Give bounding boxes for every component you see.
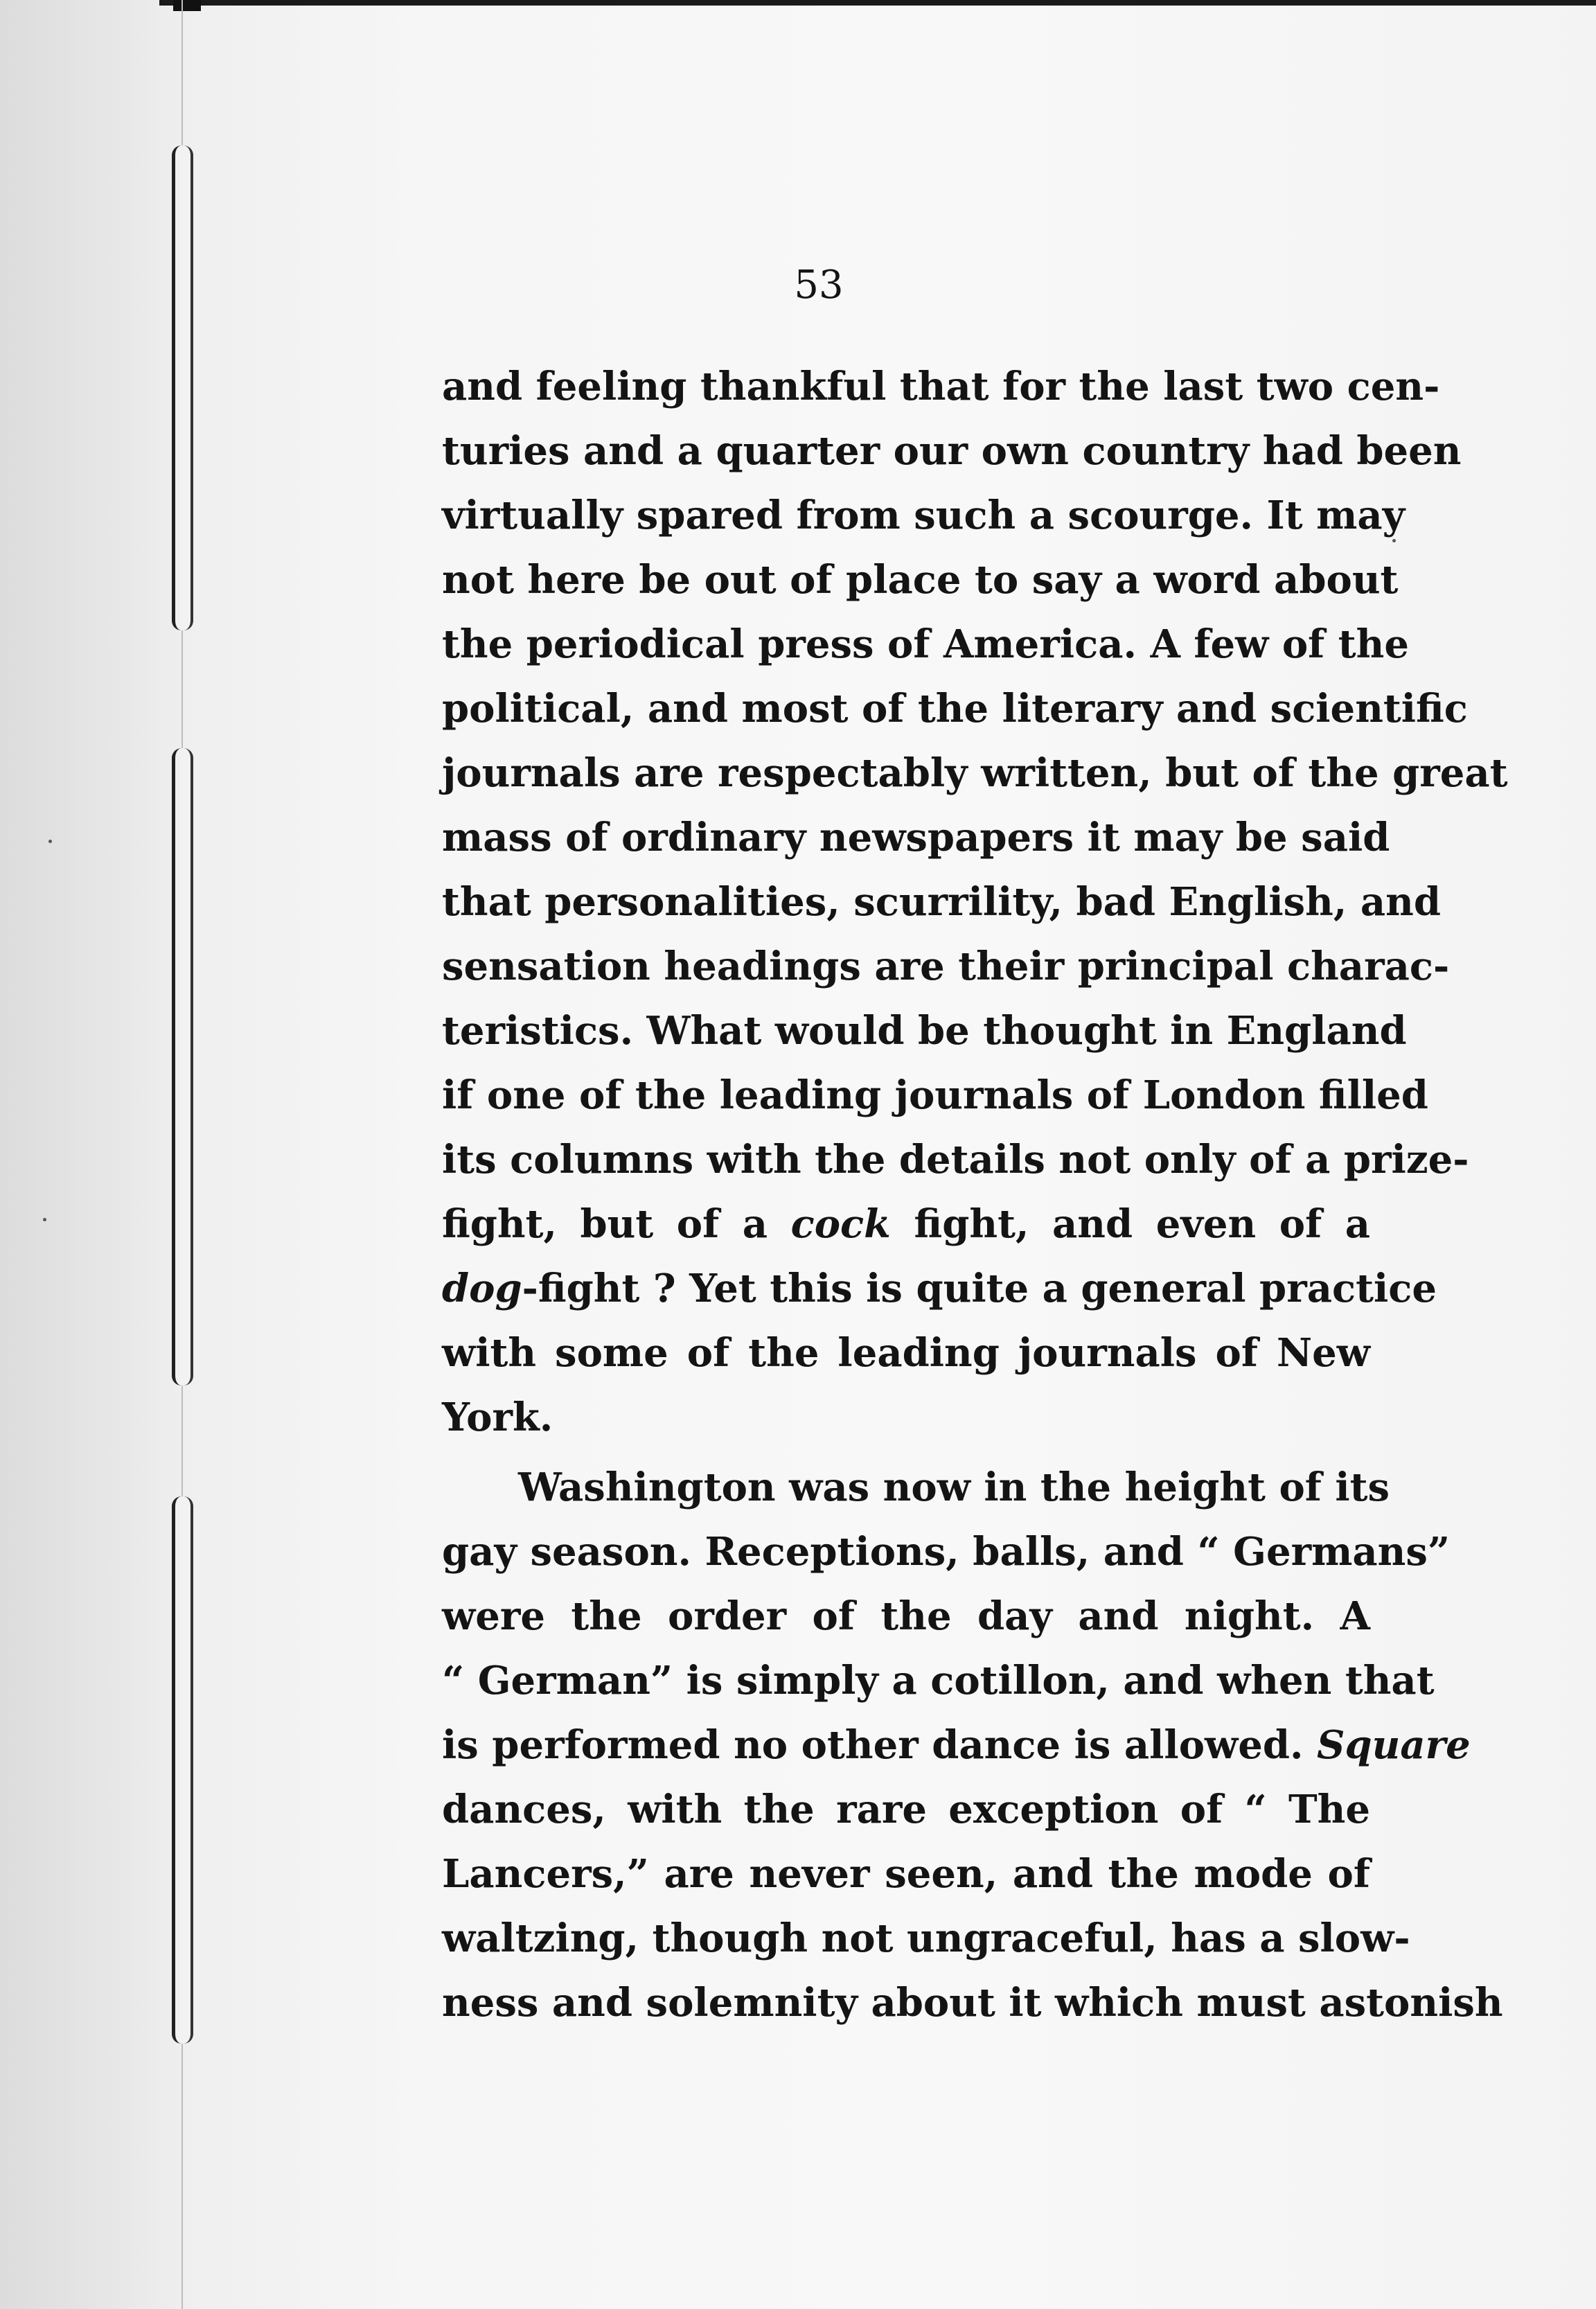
text-line: dances, with the rare exception of “ The [442,1787,1370,1832]
paragraph-end-line: York. [442,1395,553,1440]
paper-speck [43,1218,46,1221]
text-segment: is performed no other dance is allowed. [442,1722,1304,1768]
page-number: 53 [794,263,844,308]
text-line: sensation headings are their principal charac- [442,944,1450,989]
text-line: and feeling thankful that for the last two cen- [442,364,1440,409]
text-line: gay season. Receptions, balls, and “ Germans” [442,1529,1451,1575]
text-segment: fight, but of a [442,1201,768,1247]
paragraph-start-line: Washington was now in the height of its [518,1465,1390,1510]
text-line: ness and solemnity about it which must astonish [442,1980,1503,2026]
text-line: if one of the leading journals of London filled [442,1072,1428,1118]
text-line: turies and a quarter our own country had been [442,428,1462,474]
italic-word-square: Square [1317,1722,1471,1768]
text-segment: -fight ? Yet this is quite a general practice [522,1266,1437,1311]
text-line: political, and most of the literary and scientific [442,686,1468,732]
text-line: that personalities, scurrility, bad English, and [442,879,1442,925]
paper-speck [1392,539,1396,542]
text-line: “ German” is simply a cotillon, and when that [442,1658,1435,1704]
italic-word-dog: dog [442,1266,522,1311]
body-text [442,355,1508,2035]
page-gutter [0,0,180,2309]
text-line [442,1192,1370,1257]
text-line: were the order of the day and night. A [442,1593,1370,1639]
text-line: journals are respectably written, but of the great [442,750,1508,796]
italic-word-cock: cock [790,1201,891,1247]
text-line: virtually spared from such a scourge. It may [442,493,1406,538]
page-top-edge [159,0,1596,6]
text-line: mass of ordinary newspapers it may be said [442,815,1390,860]
binding-stitch-middle [172,748,193,1386]
text-line: not here be out of place to say a word about [442,557,1399,603]
text-line [442,1713,1471,1778]
text-line: its columns with the details not only of a prize- [442,1137,1469,1183]
binding-stitch-lower [172,1496,193,2044]
text-line: teristics. What would be thought in England [442,1008,1407,1054]
binding-stitch-upper [172,145,193,630]
page-top-edge-mark [173,0,201,11]
text-line: the periodical press of America. A few of the [442,621,1409,667]
text-line [442,1257,1437,1321]
text-segment: fight, and even of a [914,1201,1371,1247]
text-line: Lancers,” are never seen, and the mode of [442,1851,1370,1897]
text-line: waltzing, though not ungraceful, has a slow- [442,1916,1410,1961]
text-line: with some of the leading journals of New [442,1330,1370,1376]
paper-speck [48,840,52,843]
